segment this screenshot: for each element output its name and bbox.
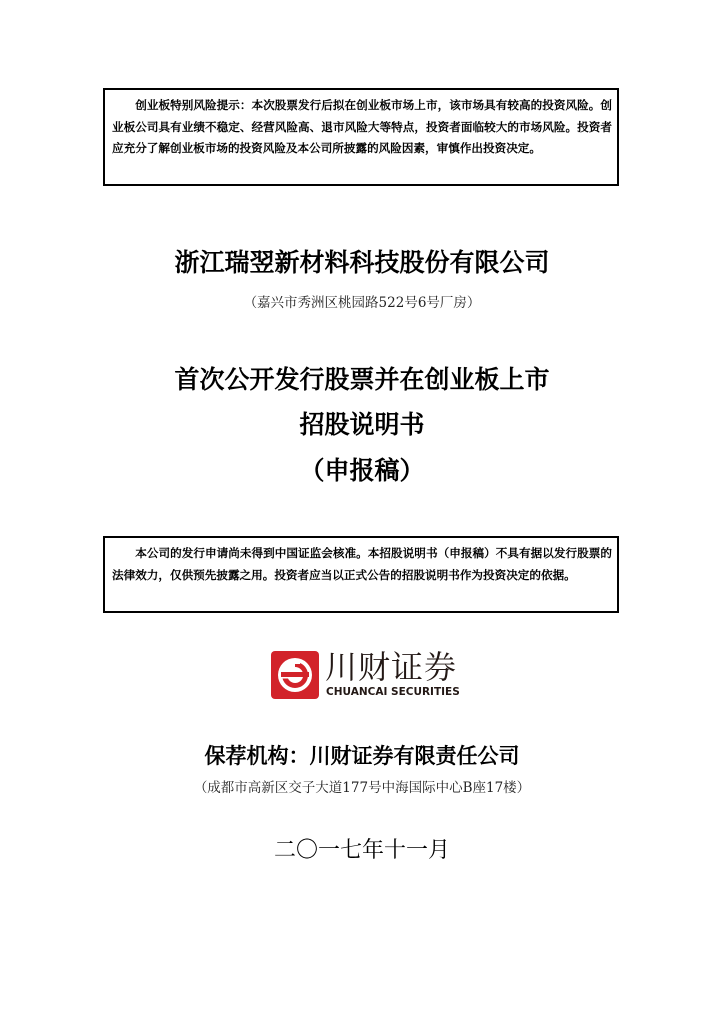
sponsor-institution: 保荐机构：川财证券有限责任公司 [204, 744, 520, 768]
document-title-line3: （申报稿） [299, 456, 425, 485]
sponsor-address: （成都市高新区交子大道177号中海国际中心B座17楼） [193, 780, 531, 796]
issuer-address: （嘉兴市秀洲区桃园路522号6号厂房） [243, 295, 481, 311]
logo-chinese-name: 川财证券 [325, 648, 458, 686]
risk-warning-text: 创业板特别风险提示：本次股票发行后拟在创业板市场上市，该市场具有较高的投资风险。创业板公司具有业绩不稳定、经营风险高、退市风险大等特点，投资者面临较大的市场风险。投资者应充分了解创业板市场的投资风险及本公司所披露的风险因素，审慎作出投资决定。 [112, 98, 612, 155]
document-title-line1: 首次公开发行股票并在创业板上市 [174, 365, 550, 394]
document-date: 二〇一七年十一月 [273, 838, 450, 863]
document-title-line2: 招股说明书 [299, 410, 425, 439]
regulatory-notice-text: 本公司的发行申请尚未得到中国证监会核准。本招股说明书（申报稿）不具有据以发行股票的法律效力，仅供预先披露之用。投资者应当以正式公告的招股说明书作为投资决定的依据。 [112, 546, 612, 582]
risk-warning-box [103, 88, 619, 186]
logo-english-name: CHUANCAI SECURITIES [326, 686, 460, 698]
chuancai-logo-icon [271, 651, 319, 699]
sponsor-logo [271, 648, 461, 701]
issuer-name: 浙江瑞翌新材料科技股份有限公司 [174, 248, 550, 277]
regulatory-notice-box [103, 536, 619, 613]
